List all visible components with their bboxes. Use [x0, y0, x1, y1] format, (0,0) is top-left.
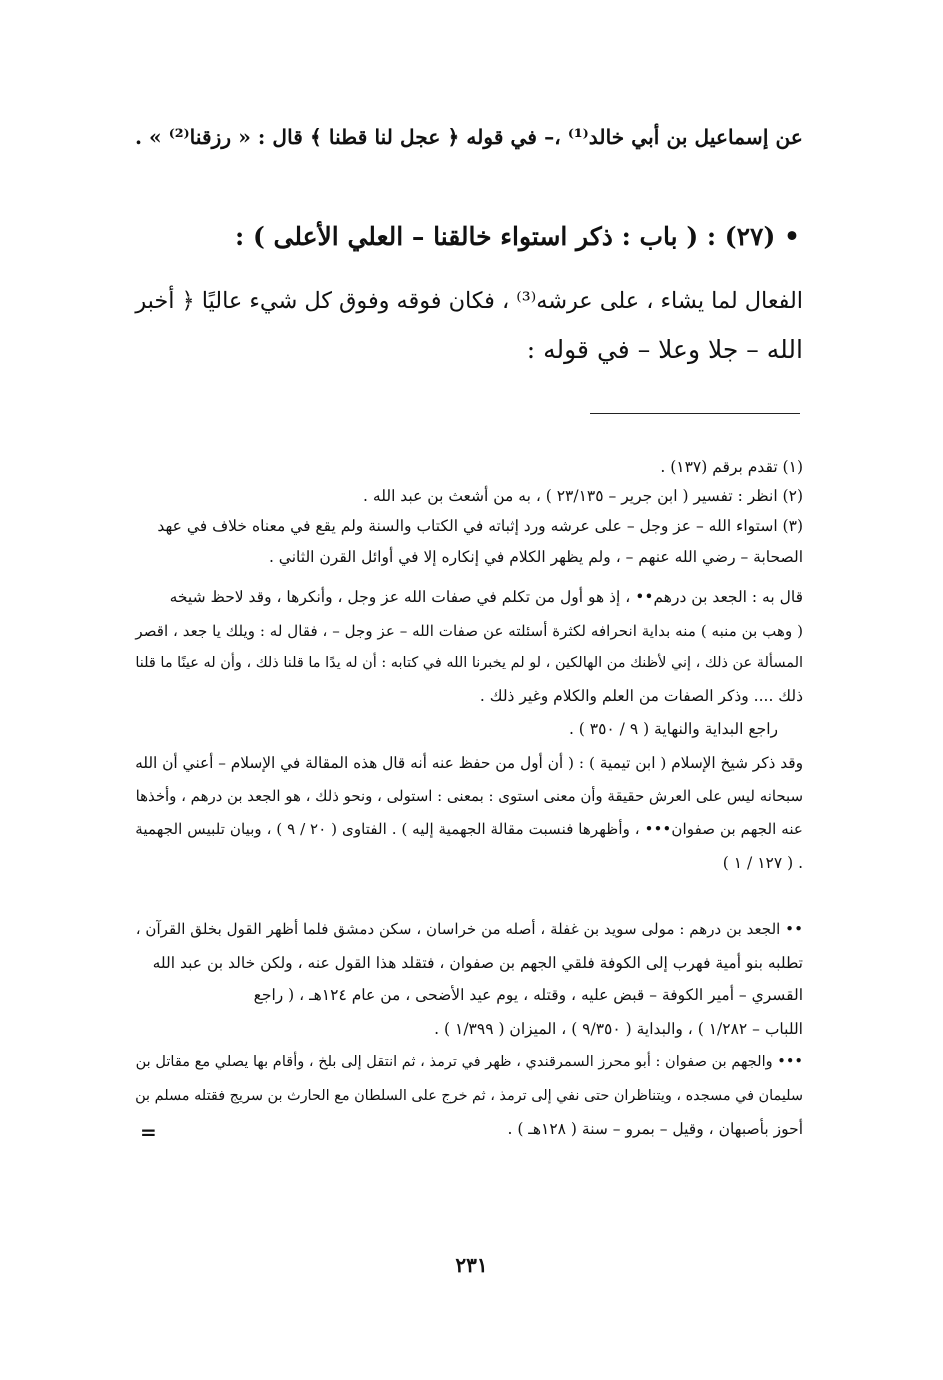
footnote-separator	[590, 413, 800, 414]
footnote-3-line-6: ذلك .... وذكر الصفات من العلم والكلام وغير ذلك .	[479, 687, 803, 705]
footnote-3-line-5: المسألة عن ذلك ، إني لأظنك من الهالكين ، لو لم يخبرنا الله في كتابه : أن له يدًا ما قلنا ذلك ، وأن له عينًا ما قلنا	[135, 655, 803, 671]
subnote-jaad-line-2: تطلبه بنو أمية فهرب إلى الكوفة فلقي الجهم بن صفوان ، فتقلد هذا القول عنه ، ولكن خالد بن عبد الله	[152, 954, 803, 972]
subnote-jaad-line-3: القسري – أمير الكوفة – قبض عليه ، وقتله ، يوم عيد الأضحى ، من عام ١٢٤هـ ، ( راجع	[253, 986, 803, 1004]
subnote-jahm-line-1: ••• والجهم بن صفوان : أبو محرز السمرقندي ، ظهر في ترمذ ، ثم انتقل إلى بلخ ، وأقام بها يصلي مع مقاتل بن	[135, 1053, 803, 1070]
subnote-jahm-line-2: سليمان في مسجده ، ويتناظران حتى نفي إلى ترمذ ، ثم خرج على السلطان مع الحارث بن سريج فقتله مسلم بن	[135, 1088, 803, 1104]
subnote-jaad-line-4: اللباب – ١/٢٨٢ ) ، والبداية ( ٩/٣٥٠ ) ، الميزان ( ١/٣٩٩ ) .	[434, 1020, 803, 1038]
footnote-3-line-8: وقد ذكر شيخ الإسلام ( ابن تيمية ) : ( أن أول من حفظ عنه أنه قال هذه المقالة في الإسلام – أعني أن الله	[135, 754, 803, 772]
paragraph-line-2: الله – جلا وعلا – في قوله :	[526, 335, 803, 364]
subnote-jahm-line-3: أحوز بأصبهان ، وقيل – بمرو – سنة ( ١٢٨هـ ) .	[507, 1120, 803, 1138]
paragraph-line-1: الفعال لما يشاء ، على عرشه⁽³⁾ ، فكان فوقه وفوق كل شيء عاليًا ﴿ أخبر	[135, 288, 803, 314]
footnote-1: (١) تقدم برقم (١٣٧) .	[660, 458, 803, 476]
footnote-3-line-7: راجع البداية والنهاية ( ٩ / ٣٥٠ ) .	[568, 720, 778, 738]
footnote-3-line-2: الصحابة – رضي الله عنهم – ، ولم يظهر الكلام في إنكاره إلا في أوائل القرن الثاني .	[268, 548, 803, 566]
continuation-mark: =	[140, 1120, 157, 1144]
footnote-3-line-1: (٣) استواء الله – عز وجل – على عرشه ورد إثباته في الكتاب والسنة ولم يقع في معناه خلاف في عهد	[157, 517, 803, 535]
page-number: ٢٣١	[455, 1253, 488, 1277]
subnote-jaad-line-1: •• الجعد بن درهم : مولى سويد بن غفلة ، أصله من خراسان ، سكن دمشق فلما أظهر القول بخلق القرآن ،	[135, 920, 803, 938]
footnote-3-line-4: ( وهب بن منبه ) منه بداية انحرافه لكثرة أسئلته عن صفات الله – عز وجل – ، فقال له : ويلك يا جعد ، اقصر	[135, 622, 803, 640]
footnote-3-line-3: قال به : الجعد بن درهم•• ، إذ هو أول من تكلم في صفات الله عز وجل ، وأنكرها ، وقد لاحظ شيخه	[169, 588, 803, 606]
main-text-line-1: عن إسماعيل بن أبي خالد⁽¹⁾ ،– في قوله ﴿ عجل لنا قطنا ﴾ قال : « رزقنا⁽²⁾ » .	[134, 125, 803, 149]
footnote-3-line-11: ( ١٢٧ / ١ ) .	[722, 854, 803, 872]
chapter-heading: • (٢٧) : ( باب : ذكر استواء خالقنا – العلي الأعلى ) :	[235, 222, 800, 251]
footnote-3-line-9: سبحانه ليس على العرش حقيقة وأن معنى استوى : بمعنى : استولى ، ونحو ذلك ، هو الجعد بن درهم ، وأخذها	[135, 787, 803, 805]
footnote-3-line-10: عنه الجهم بن صفوان••• ، وأظهرها فنسبت مقالة الجهمية إليه ) . الفتاوى ( ٢٠ / ٩ ) ، وبيان تلبيس الجهمية	[135, 820, 803, 838]
footnote-2: (٢) انظر : تفسير ( ابن جرير – ٢٣/١٣٥ ) ، به من أشعث بن عبد الله .	[363, 487, 803, 505]
